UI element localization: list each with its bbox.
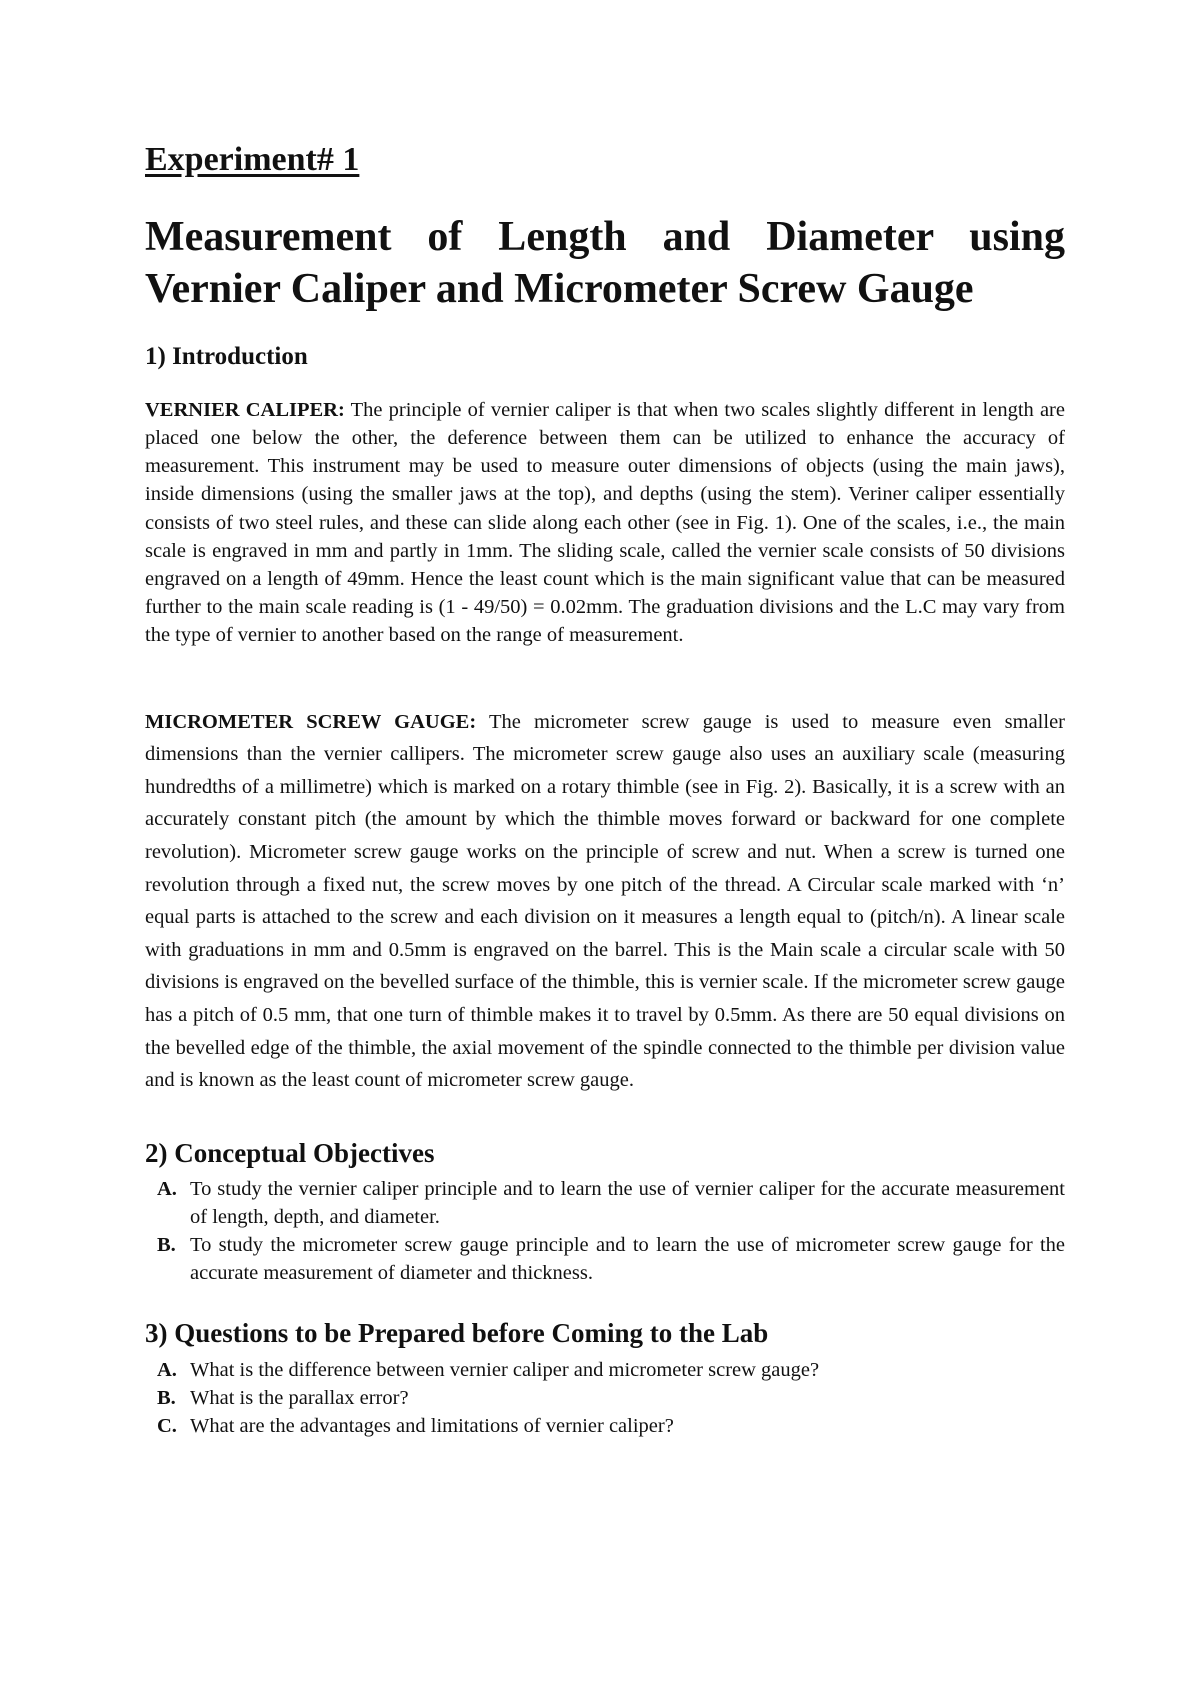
questions-heading: 3) Questions to be Prepared before Coming to the Lab	[145, 1318, 769, 1349]
experiment-label: Experiment# 1	[145, 141, 360, 178]
micrometer-lead: MICROMETER SCREW GAUGE:	[145, 710, 477, 733]
vernier-caliper-paragraph	[145, 396, 1065, 650]
list-item	[145, 1412, 1065, 1440]
list-item	[145, 1175, 1065, 1231]
objectives-heading: 2) Conceptual Objectives	[145, 1137, 435, 1168]
introduction-heading: 1) Introduction	[145, 342, 308, 370]
vernier-caliper-lead: VERNIER CALIPER:	[145, 398, 345, 421]
list-marker: A.	[157, 1358, 177, 1381]
micrometer-body: The micrometer screw gauge is used to measure even smaller dimensions than the vernier callipers. The micrometer screw gauge also uses an auxiliary scale (measuring hundredths of a millimetre) which is marked on a rotary thimble (see in Fig. 2). Basically, it is a screw with an accurately constant pitch (the amount by which the thimble moves forward or backward for one complete revolution). Micrometer screw gauge works on the principle of screw and nut. When a screw is turned one revolution through a fixed nut, the screw moves by one pitch of the thread. A Circular scale marked with ‘n’ equal parts is attached to the screw and each division on it measures a length equal to (pitch/n). A linear scale with graduations in mm and 0.5mm is engraved on the barrel. This is the Main scale a circular scale with 50 divisions is engraved on the bevelled surface of the thimble, this is vernier scale. If the micrometer screw gauge has a pitch of 0.5 mm, that one turn of thimble makes it to travel by 0.5mm. As there are 50 equal divisions on the bevelled edge of the thimble, the axial movement of the spindle connected to the thimble per division value and is known as the least count of micrometer screw gauge.	[145, 710, 1065, 1092]
document-title-line-2: Vernier Caliper and Micrometer Screw Gauge	[145, 266, 974, 313]
list-marker: B.	[157, 1234, 176, 1257]
list-marker: C.	[157, 1414, 177, 1437]
list-item-text: What is the difference between vernier caliper and micrometer screw gauge?	[190, 1358, 820, 1381]
list-item	[145, 1231, 1065, 1287]
document-title-line-1: Measurement of Length and Diameter using	[145, 213, 1065, 260]
list-item-text: What are the advantages and limitations of vernier caliper?	[190, 1414, 674, 1437]
questions-list	[145, 1356, 1065, 1440]
objectives-list	[145, 1175, 1065, 1287]
vernier-caliper-body: The principle of vernier caliper is that when two scales slightly different in length are placed one below the other, the deference between them can be utilized to enhance the accuracy of measurement. This instrument may be used to measure outer dimensions of objects (using the main jaws), inside dimensions (using the smaller jaws at the top), and depths (using the stem). Veriner caliper essentially consists of two steel rules, and these can slide along each other (see in Fig. 1). One of the scales, i.e., the main scale is engraved in mm and partly in 1mm. The sliding scale, called the vernier scale consists of 50 divisions engraved on a length of 49mm. Hence the least count which is the main significant value that can be measured further to the main scale reading is (1 - 49/50) = 0.02mm. The graduation divisions and the L.C may vary from the type of vernier to another based on the range of measurement.	[145, 398, 1065, 647]
document-title	[145, 211, 1065, 316]
list-marker: B.	[157, 1386, 176, 1409]
list-item	[145, 1384, 1065, 1412]
list-item-text: What is the parallax error?	[190, 1386, 409, 1409]
list-marker: A.	[157, 1178, 177, 1201]
list-item-text: To study the micrometer screw gauge principle and to learn the use of micrometer screw gauge for the accurate measurement of diameter and thickness.	[190, 1234, 1065, 1285]
list-item	[145, 1356, 1065, 1384]
document-page	[145, 140, 1065, 1470]
micrometer-paragraph	[145, 706, 1065, 1097]
list-item-text: To study the vernier caliper principle and to learn the use of vernier caliper for the accurate measurement of length, depth, and diameter.	[190, 1178, 1065, 1229]
